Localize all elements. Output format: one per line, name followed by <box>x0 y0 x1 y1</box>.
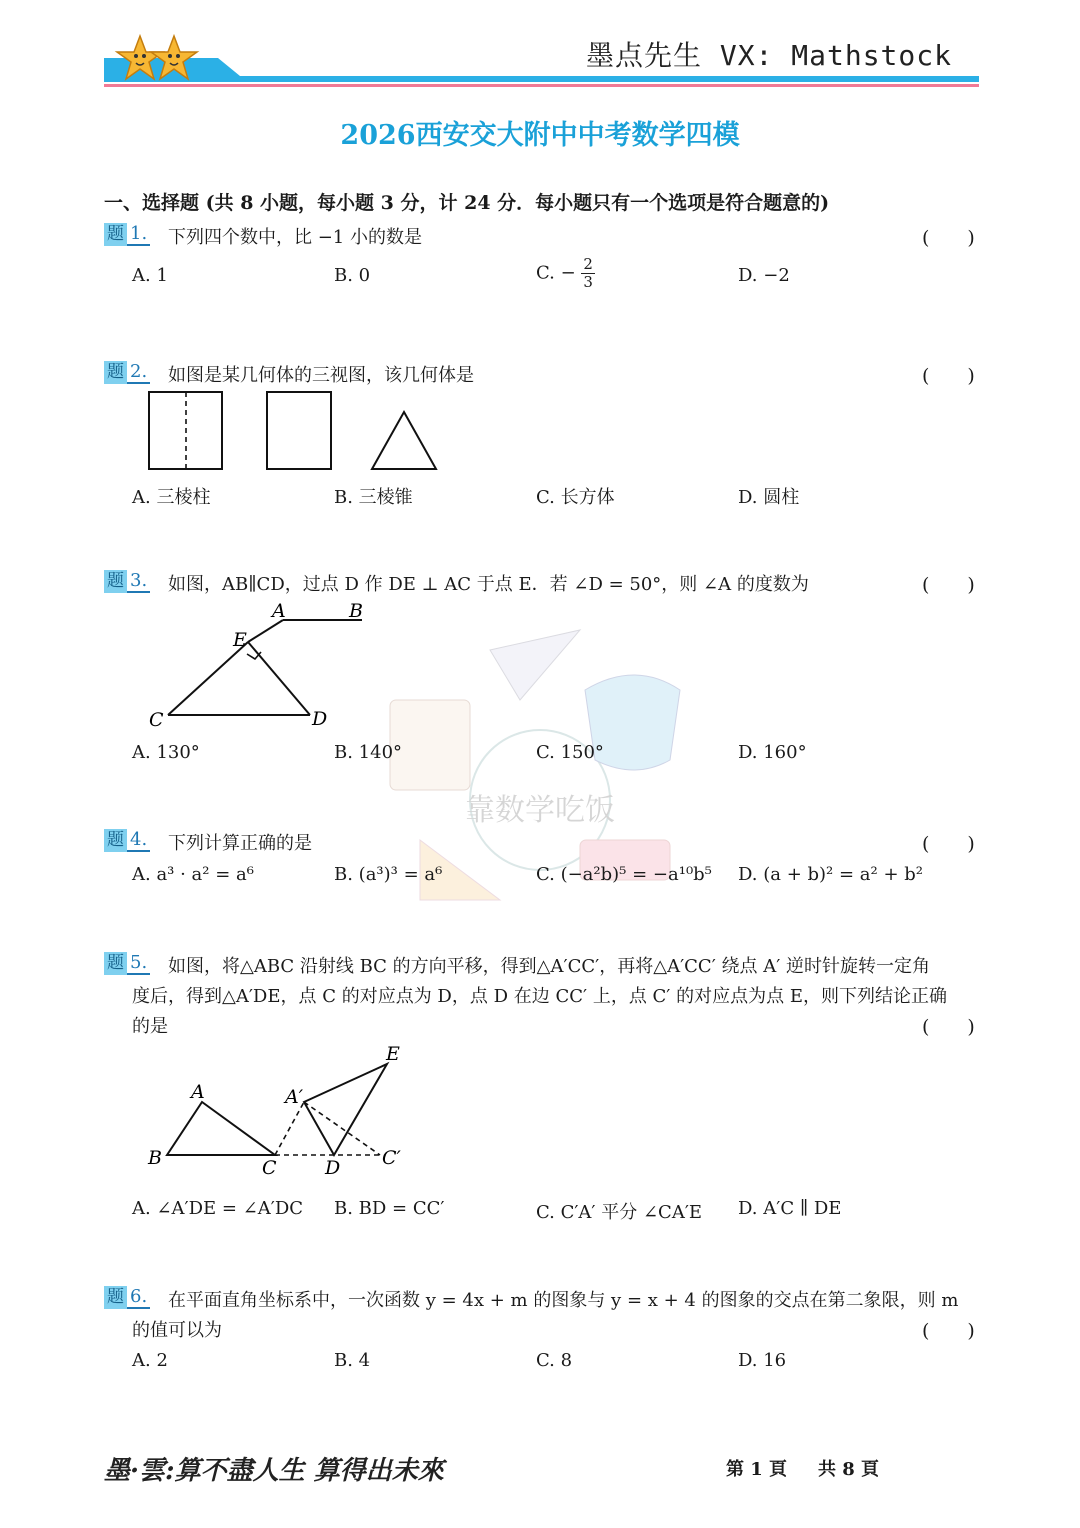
question-6-label <box>104 1286 150 1309</box>
vertex-label-e: E <box>233 629 247 651</box>
option-d: D. 160° <box>738 742 807 763</box>
option-b: B. BD = CC′ <box>334 1198 445 1219</box>
question-1-label <box>104 223 150 246</box>
option-b: B. 140° <box>334 742 403 763</box>
question-badge: 题 <box>104 361 127 384</box>
fraction-numerator: 2 <box>583 255 593 273</box>
option-d: D. 圆柱 <box>738 487 800 508</box>
question-1-text: 下列四个数中，比 −1 小的数是 <box>168 227 422 248</box>
header-banner <box>0 0 1080 100</box>
option-d: D. 16 <box>738 1350 787 1371</box>
question-badge: 题 <box>104 829 127 852</box>
option-b: B. 0 <box>334 265 371 286</box>
page-title: 2026西安交大附中中考数学四模 <box>340 120 740 151</box>
option-c: C. 8 <box>536 1350 573 1371</box>
fraction-denominator: 3 <box>583 273 593 291</box>
answer-bracket: ( ) <box>922 365 975 387</box>
answer-bracket: ( ) <box>922 833 975 855</box>
question-6-text-line2: 的值可以为 <box>132 1320 222 1341</box>
answer-bracket: ( ) <box>922 227 975 249</box>
fraction <box>581 256 595 291</box>
question-3-label <box>104 570 150 593</box>
question-number: 3. <box>127 570 150 593</box>
vertex-label-c-prime: C′ <box>382 1147 401 1169</box>
option-b: B. 4 <box>334 1350 371 1371</box>
geometry-figure-q3 <box>140 598 380 738</box>
question-2-label <box>104 361 150 384</box>
question-number: 5. <box>127 952 150 975</box>
option-c: C. 长方体 <box>536 487 615 508</box>
answer-bracket: ( ) <box>922 574 975 596</box>
vertex-label-c: C <box>262 1157 277 1179</box>
option-a: A. 三棱柱 <box>132 487 211 508</box>
vertex-label-a-prime: A′ <box>285 1086 304 1108</box>
vertex-label-b: B <box>148 1147 162 1169</box>
question-5-label <box>104 952 150 975</box>
vertex-label-a: A <box>272 600 286 622</box>
question-number: 1. <box>127 223 150 246</box>
option-a: A. a³ · a² = a⁶ <box>132 864 254 885</box>
question-badge: 题 <box>104 223 127 246</box>
option-a: A. 2 <box>132 1350 168 1371</box>
section-heading: 一、选择题 (共 8 小题，每小题 3 分，计 24 分．每小题只有一个选项是符合题意的) <box>104 192 830 214</box>
vertex-label-c: C <box>149 709 164 731</box>
option-c: C. C′A′ 平分 ∠CA′E <box>536 1202 703 1223</box>
option-b: B. (a³)³ = a⁶ <box>334 864 443 885</box>
question-4-text: 下列计算正确的是 <box>168 833 312 854</box>
header-brand: 墨点先生 VX: Mathstock <box>585 39 952 72</box>
question-badge: 题 <box>104 1286 127 1309</box>
footer-total-pages: 共 8 頁 <box>818 1459 880 1480</box>
question-3-text: 如图，AB∥CD，过点 D 作 DE ⊥ AC 于点 E．若 ∠D = 50°，则 ∠A 的度数为 <box>168 574 809 595</box>
watermark-text: 靠数学吃饭 <box>465 793 615 828</box>
question-2-text: 如图是某几何体的三视图，该几何体是 <box>168 365 474 386</box>
option-c-prefix: C. − <box>536 262 576 284</box>
option-d: D. A′C ∥ DE <box>738 1198 842 1219</box>
footer-page-number: 第 1 頁 <box>726 1459 788 1480</box>
vertex-label-a: A <box>191 1081 205 1103</box>
footer-motto: 墨·雲:算不盡人生 算得出未來 <box>104 1456 444 1486</box>
option-b: B. 三棱锥 <box>334 487 413 508</box>
vertex-label-d: D <box>312 708 328 730</box>
question-number: 2. <box>127 361 150 384</box>
option-c <box>536 256 595 291</box>
option-a: A. ∠A′DE = ∠A′DC <box>132 1198 304 1219</box>
three-view-diagram <box>140 385 460 475</box>
star-mascot-icon <box>112 32 202 92</box>
vertex-label-b: B <box>349 600 363 622</box>
option-c: C. 150° <box>536 742 604 763</box>
question-4-label <box>104 829 150 852</box>
geometry-figure-q5 <box>140 1040 440 1180</box>
question-badge: 题 <box>104 952 127 975</box>
question-6-text-line1: 在平面直角坐标系中，一次函数 y = 4x + m 的图象与 y = x + 4 的图象的交点在第二象限，则 m <box>168 1290 959 1311</box>
vertex-label-e: E <box>386 1043 400 1065</box>
answer-bracket: ( ) <box>922 1016 975 1038</box>
question-number: 4. <box>127 829 150 852</box>
answer-bracket: ( ) <box>922 1320 975 1342</box>
vertex-label-d: D <box>325 1157 341 1179</box>
question-5-text-line2: 度后，得到△A′DE，点 C 的对应点为 D，点 D 在边 CC′ 上，点 C′ 的对应点为点 E，则下列结论正确 <box>132 986 947 1007</box>
question-number: 6. <box>127 1286 150 1309</box>
option-a: A. 130° <box>132 742 200 763</box>
option-d: D. (a + b)² = a² + b² <box>738 864 924 885</box>
option-d: D. −2 <box>738 265 790 286</box>
option-a: A. 1 <box>132 265 168 286</box>
question-5-text-line1: 如图，将△ABC 沿射线 BC 的方向平移，得到△A′CC′，再将△A′CC′ 绕点 A′ 逆时针旋转一定角 <box>168 956 931 977</box>
question-5-text-line3: 的是 <box>132 1016 168 1037</box>
question-badge: 题 <box>104 570 127 593</box>
option-c: C. (−a²b)⁵ = −a¹⁰b⁵ <box>536 864 712 885</box>
